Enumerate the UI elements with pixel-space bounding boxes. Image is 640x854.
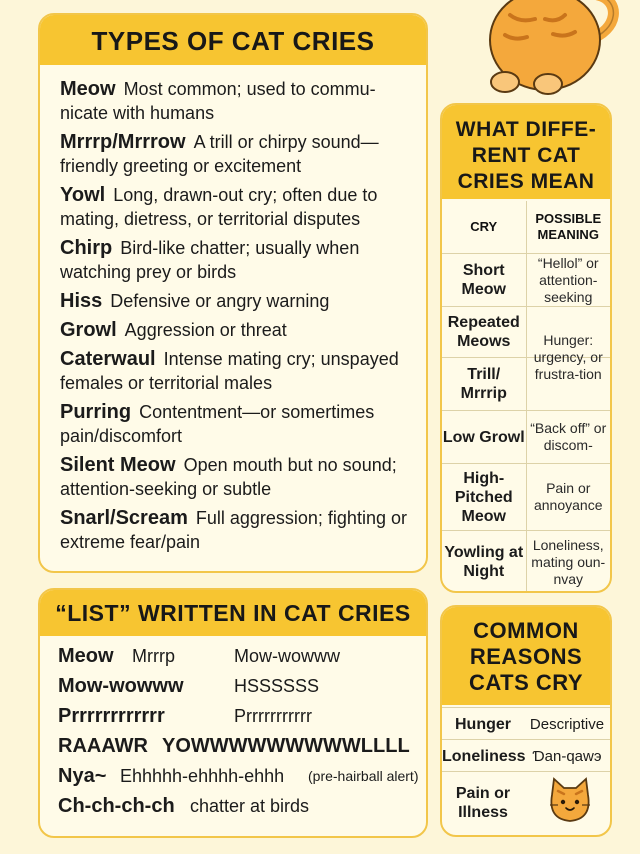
cry-item	[60, 400, 408, 448]
list-cell: Ch-ch-ch-ch	[58, 795, 175, 817]
list-cell: Prrrrrrrrrrrr	[58, 705, 165, 727]
list-cell: Ehhhhh-ehhhh-ehhh	[120, 766, 285, 786]
list-in-cat-cries-panel	[38, 588, 428, 838]
cry-item	[60, 289, 408, 313]
cry-cell: Trill/ Mrrrip	[442, 358, 527, 410]
list-cell: Mow-wowww	[234, 646, 341, 666]
cry-term: Growl	[60, 319, 117, 341]
cry-item	[60, 77, 408, 125]
cry-desc: Long, drawn-out cry; often due to mating, dietress, or territorial disputes	[60, 185, 378, 229]
meanings-table	[442, 201, 610, 593]
list-row	[58, 792, 310, 820]
list-panel-title: “LIST” WRITTEN IN CAT CRIES	[40, 590, 426, 636]
list-cell: Prrrrrrrrrrr	[234, 706, 312, 726]
column-header-cry: CRY	[442, 201, 527, 253]
reason-row	[442, 739, 610, 772]
list-row	[58, 642, 341, 670]
column-header-meaning: POSSIBLE MEANING	[535, 211, 602, 242]
table-header-row	[442, 201, 610, 254]
cry-cell: High-Pitched Meow	[442, 464, 527, 530]
cry-desc: Intense mating cry; unspayed females or territorial males	[60, 349, 399, 393]
cry-item	[60, 183, 408, 231]
reason-cell: Hunger	[455, 715, 511, 733]
list-cell: Mow-wowww	[58, 675, 184, 697]
list-cell: YOWWWWWWWWWLLLL	[162, 735, 410, 757]
cry-item	[60, 318, 408, 342]
meaning-cell: Loneliness, mating oun-nvay	[531, 536, 606, 587]
reason-row	[442, 707, 610, 740]
meaning-cell: Pain or annoyance	[533, 480, 603, 513]
types-panel-title: TYPES OF CAT CRIES	[40, 15, 426, 65]
list-row	[58, 702, 312, 730]
cat-illustration-icon	[470, 0, 620, 95]
meaning-cell: “Back off” or discom-	[530, 420, 607, 453]
reason-detail-cell: Descriptive	[529, 715, 605, 733]
cry-cell: Short Meow	[442, 254, 527, 306]
cry-item	[60, 236, 408, 284]
cry-desc: Aggression or threat	[124, 320, 287, 340]
cry-desc: Defensive or angry warning	[110, 291, 330, 311]
list-cell: RAAAWR	[58, 735, 148, 757]
cry-term: Chirp	[60, 237, 113, 259]
cry-desc: Contentment—or somertimes pain/discomfort	[60, 402, 375, 446]
cry-desc: A trill or chirpy sound—friendly greeting or excitement	[60, 132, 379, 176]
cry-item	[60, 347, 408, 395]
cry-term: Hiss	[60, 290, 103, 312]
reason-detail-cell: Ɗan-qawэ	[532, 747, 602, 765]
cry-term: Purring	[60, 401, 132, 423]
cry-term: Caterwaul	[60, 348, 156, 370]
cry-item	[60, 453, 408, 501]
list-cell: Mrrrp	[132, 646, 175, 666]
meanings-panel-title: WHAT DIFFE-RENT CAT CRIES MEAN	[442, 105, 610, 199]
cat-face-icon	[544, 775, 596, 827]
cry-term: Meow	[60, 78, 116, 100]
list-row	[58, 762, 419, 790]
reason-cell: Loneliness	[442, 747, 526, 765]
list-cell: Nya~	[58, 765, 107, 787]
cry-item	[60, 506, 408, 554]
cry-term: Silent Meow	[60, 454, 176, 476]
common-reasons-panel	[440, 605, 612, 837]
cry-type-list	[40, 65, 426, 554]
list-cell: chatter at birds	[190, 796, 310, 816]
cry-item	[60, 130, 408, 178]
cry-term: Yowl	[60, 184, 106, 206]
cry-desc: Most common; used to commu-nicate with humans	[60, 79, 376, 123]
table-row	[442, 531, 610, 593]
meaning-cell: Hunger: urgency, or frustra-tion	[533, 331, 603, 382]
cry-desc: Bird-like chatter; usually when watching prey or birds	[60, 238, 360, 282]
cry-desc: Open mouth but no sound; attention-seeking or subtle	[60, 455, 397, 499]
table-row	[442, 254, 610, 307]
cry-desc: Full aggression; fighting or extreme fear/pain	[60, 508, 407, 552]
list-row	[58, 672, 320, 700]
list-cell: HSSSSSS	[234, 676, 320, 696]
cry-cell: Low Growl	[442, 411, 527, 463]
cry-cell: Yowling at Night	[442, 531, 527, 593]
cry-meanings-panel	[440, 103, 612, 593]
list-row	[58, 732, 410, 760]
meaning-cell: “Hellol” or attention-seeking	[537, 254, 599, 305]
reasons-panel-title: COMMON REASONS CATS CRY	[442, 607, 610, 705]
list-cell: (pre-hairball alert)	[308, 768, 419, 784]
types-of-cat-cries-panel	[38, 13, 428, 573]
table-row	[442, 464, 610, 531]
list-cell: Meow	[58, 645, 114, 667]
cry-cell: Repeated Meows	[442, 307, 527, 357]
cry-term: Snarl/Scream	[60, 507, 188, 529]
cry-term: Mrrrp/Mrrrow	[60, 131, 186, 153]
table-row	[442, 307, 610, 382]
table-row	[442, 411, 610, 464]
reason-cell: Pain or Illness	[455, 785, 511, 821]
